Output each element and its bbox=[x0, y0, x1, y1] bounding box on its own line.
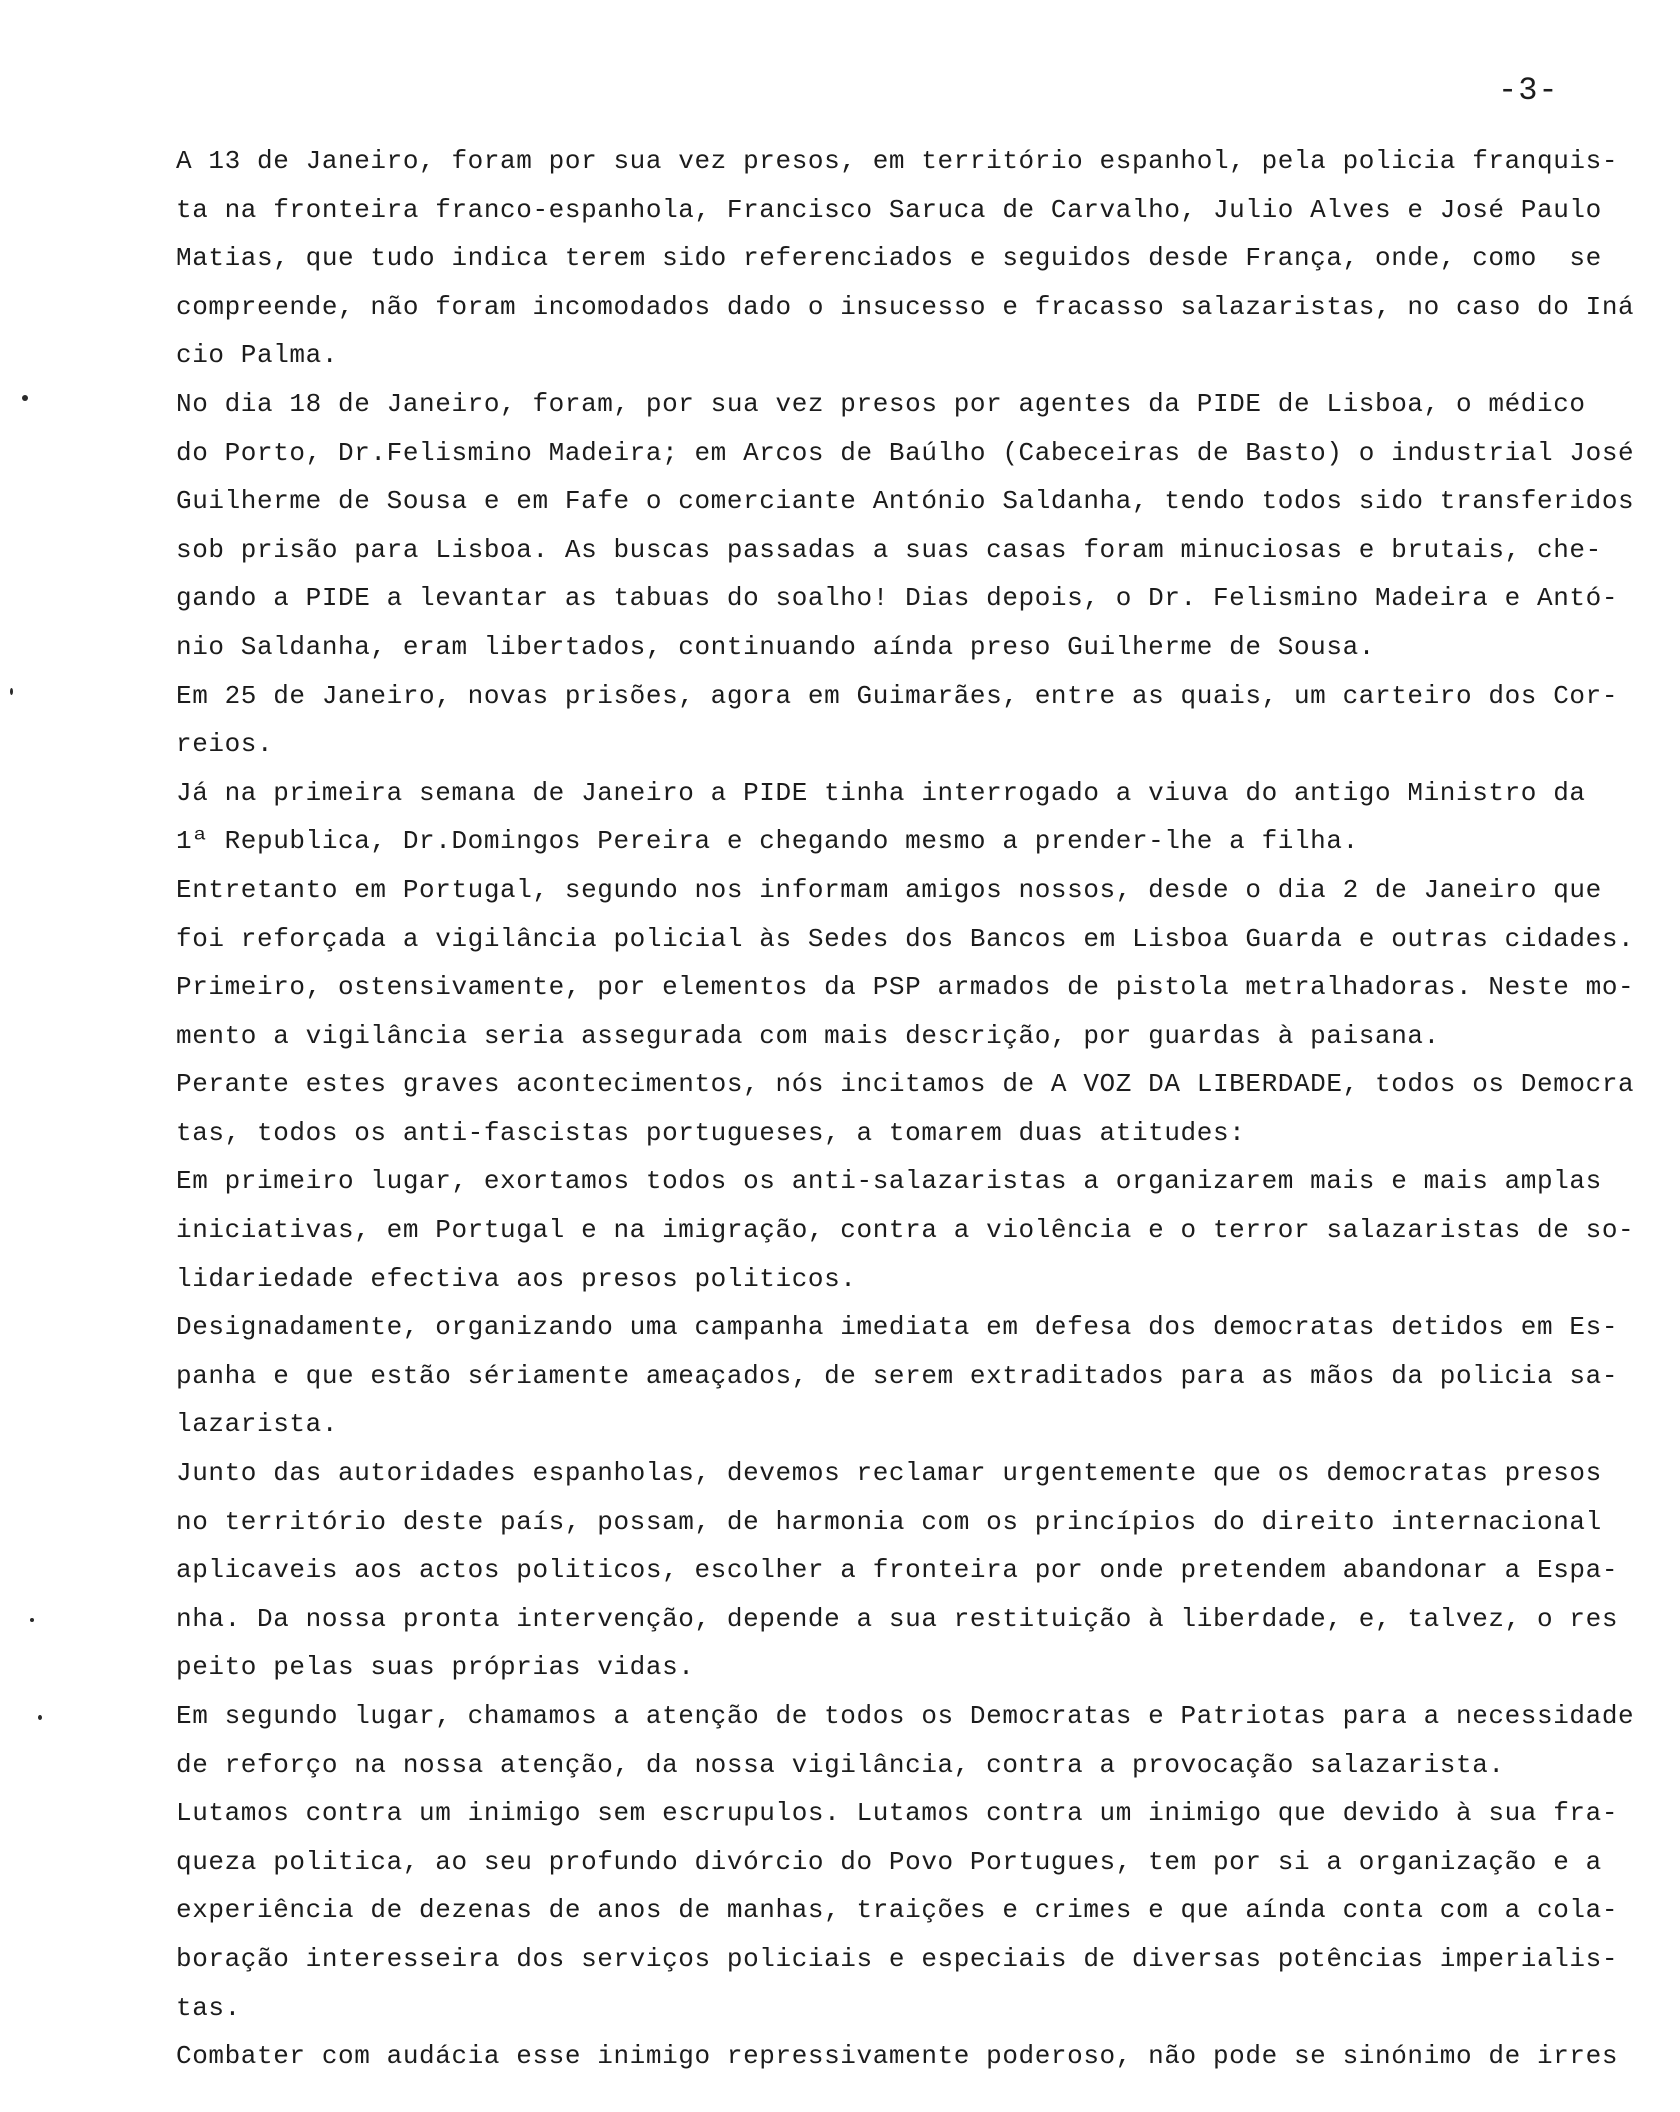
text-line: A 13 de Janeiro, foram por sua vez presos, em território espanhol, pela policia franquis- bbox=[176, 146, 1619, 176]
text-line: nha. Da nossa pronta intervenção, depende a sua restituição à liberdade, e, talvez, o res bbox=[176, 1603, 1619, 1634]
text-line: do Porto, Dr.Felismino Madeira; em Arcos de Baúlho (Cabeceiras de Basto) o industrial José bbox=[176, 437, 1635, 468]
text-line: 1ª Republica, Dr.Domingos Pereira e chegando mesmo a prender-lhe a filha. bbox=[176, 826, 1359, 857]
text-line: iniciativas, em Portugal e na imigração, contra a violência e o terror salazaristas de so- bbox=[176, 1215, 1635, 1246]
text-line: sob prisão para Lisboa. As buscas passadas a suas casas foram minuciosas e brutais, che- bbox=[176, 534, 1602, 565]
text-line: mento a vigilância seria assegurada com mais descrição, por guardas à paisana. bbox=[176, 1020, 1440, 1051]
text-line: queza politica, ao seu profundo divórcio do Povo Portugues, tem por si a organização e a bbox=[176, 1846, 1602, 1877]
text-line: Guilherme de Sousa e em Fafe o comerciante António Saldanha, tendo todos sido transferidos bbox=[176, 486, 1635, 517]
text-line: Combater com audácia esse inimigo repressivamente poderoso, não pode se sinónimo de irres bbox=[176, 2041, 1619, 2072]
text-line: foi reforçada a vigilância policial às Sedes dos Bancos em Lisboa Guarda e outras cidades. bbox=[176, 923, 1635, 954]
text-line: ta na fronteira franco-espanhola, Francisco Saruca de Carvalho, Julio Alves e José Paulo bbox=[176, 194, 1602, 225]
scan-speck bbox=[38, 1715, 42, 1720]
text-line: Lutamos contra um inimigo sem escrupulos. Lutamos contra um inimigo que devido à sua fra- bbox=[176, 1798, 1619, 1829]
scan-speck bbox=[30, 1618, 34, 1622]
text-line: Designadamente, organizando uma campanha imediata em defesa dos democratas detidos em Es- bbox=[176, 1312, 1619, 1343]
text-line: No dia 18 de Janeiro, foram, por sua vez presos por agentes da PIDE de Lisboa, o médico bbox=[176, 388, 1586, 419]
text-line: gando a PIDE a levantar as tabuas do soalho! Dias depois, o Dr. Felismino Madeira e Antó- bbox=[176, 583, 1619, 614]
text-line: cio Palma. bbox=[176, 340, 339, 371]
text-line: Em primeiro lugar, exortamos todos os anti-salazaristas a organizarem mais e mais amplas bbox=[176, 1166, 1602, 1197]
text-line: peito pelas suas próprias vidas. bbox=[176, 1652, 695, 1683]
text-line: experiência de dezenas de anos de manhas, traições e crimes e que aínda conta com a cola- bbox=[176, 1895, 1619, 1926]
text-line: Primeiro, ostensivamente, por elementos da PSP armados de pistola metralhadoras. Neste mo- bbox=[176, 972, 1635, 1003]
text-line: lazarista. bbox=[176, 1409, 339, 1440]
page-number: -3- bbox=[1498, 72, 1559, 109]
text-line: tas, todos os anti-fascistas portugueses, a tomarem duas atitudes: bbox=[176, 1117, 1246, 1148]
text-line: compreende, não foram incomodados dado o insucesso e fracasso salazaristas, no caso do Iná bbox=[176, 291, 1635, 322]
text-line: Em 25 de Janeiro, novas prisões, agora em Guimarães, entre as quais, um carteiro dos Cor- bbox=[176, 680, 1619, 711]
text-line: Já na primeira semana de Janeiro a PIDE tinha interrogado a viuva do antigo Ministro da bbox=[176, 777, 1586, 808]
text-line: nio Saldanha, eram libertados, continuando aínda preso Guilherme de Sousa. bbox=[176, 631, 1375, 662]
scan-speck bbox=[10, 688, 13, 695]
text-line: Perante estes graves acontecimentos, nós incitamos de A VOZ DA LIBERDADE, todos os Democra bbox=[176, 1069, 1635, 1100]
text-line: panha e que estão sériamente ameaçados, de serem extraditados para as mãos da policia sa- bbox=[176, 1360, 1619, 1391]
text-line: reios. bbox=[176, 729, 274, 760]
text-line: Em segundo lugar, chamamos a atenção de todos os Democratas e Patriotas para a necessidade bbox=[176, 1701, 1635, 1731]
text-line: boração interesseira dos serviços policiais e especiais de diversas potências imperialis- bbox=[176, 1943, 1619, 1974]
text-line: Matias, que tudo indica terem sido referenciados e seguidos desde França, onde, como se bbox=[176, 243, 1602, 274]
text-line: de reforço na nossa atenção, da nossa vigilância, contra a provocação salazarista. bbox=[176, 1749, 1505, 1780]
text-line: Junto das autoridades espanholas, devemos reclamar urgentemente que os democratas presos bbox=[176, 1458, 1602, 1489]
text-line: Entretanto em Portugal, segundo nos informam amigos nossos, desde o dia 2 de Janeiro que bbox=[176, 874, 1602, 905]
scan-speck bbox=[22, 395, 28, 401]
text-line: no território deste país, possam, de harmonia com os princípios do direito internacional bbox=[176, 1506, 1602, 1537]
text-line: tas. bbox=[176, 1992, 241, 2023]
document-body bbox=[176, 137, 1635, 2081]
text-line: lidariedade efectiva aos presos politicos. bbox=[176, 1263, 857, 1294]
text-line: aplicaveis aos actos politicos, escolher a fronteira por onde pretendem abandonar a Espa- bbox=[176, 1555, 1619, 1586]
